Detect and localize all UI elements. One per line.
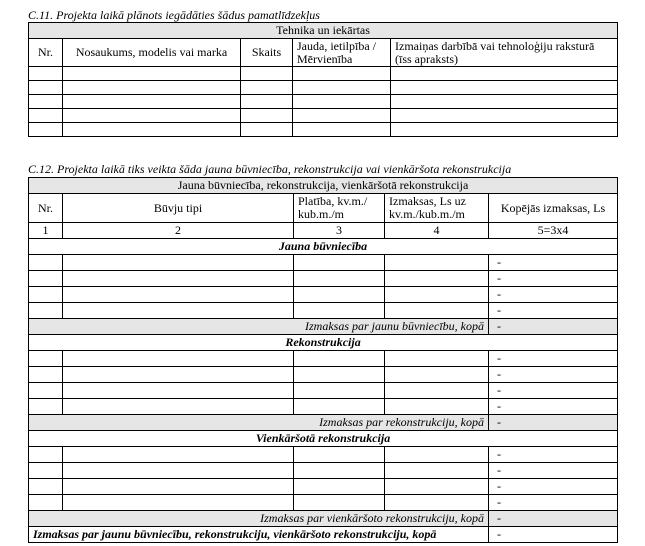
table-row <box>29 447 618 463</box>
grand-total-row <box>29 527 618 543</box>
total-cell: - <box>489 367 618 383</box>
subtotal-value: - <box>489 319 618 335</box>
c11-col-name: Nosaukums, modelis vai marka <box>63 39 241 67</box>
subtotal-row <box>29 319 618 335</box>
table-row <box>29 463 618 479</box>
table-row <box>29 271 618 287</box>
total-cell: - <box>489 399 618 415</box>
c12-construction-table <box>28 177 618 543</box>
grand-total-value: - <box>489 527 618 543</box>
c11-table-title: Tehnika un iekārtas <box>29 23 618 39</box>
total-cell: - <box>489 447 618 463</box>
total-cell: - <box>489 255 618 271</box>
total-cell: - <box>489 383 618 399</box>
section-title-reconstruction: Rekonstrukcija <box>29 335 618 351</box>
c11-col-power: Jauda, ietilpība / Mērvienība <box>293 39 391 67</box>
table-row <box>29 383 618 399</box>
table-row <box>29 67 618 81</box>
c12-table-title: Jauna būvniecība, rekonstrukcija, vienkāršotā rekonstrukcija <box>29 178 618 194</box>
table-row <box>29 495 618 511</box>
total-cell: - <box>489 271 618 287</box>
col-number: 4 <box>385 223 489 239</box>
table-row <box>29 351 618 367</box>
c11-equipment-table <box>28 22 618 137</box>
subtotal-label: Izmaksas par jaunu būvniecību, kopā <box>29 319 489 335</box>
subtotal-row <box>29 511 618 527</box>
table-row <box>29 95 618 109</box>
total-cell: - <box>489 351 618 367</box>
col-number: 2 <box>63 223 294 239</box>
total-cell: - <box>489 303 618 319</box>
total-cell: - <box>489 287 618 303</box>
table-row <box>29 399 618 415</box>
table-row <box>29 81 618 95</box>
subtotal-value: - <box>489 415 618 431</box>
table-row <box>29 367 618 383</box>
c12-col-nr: Nr. <box>29 194 63 223</box>
table-row <box>29 287 618 303</box>
c11-col-changes: Izmaiņas darbībā vai tehnoloģiju raksturā (īss apraksts) <box>391 39 618 67</box>
column-number-row <box>29 223 618 239</box>
col-number: 1 <box>29 223 63 239</box>
subtotal-label: Izmaksas par rekonstrukciju, kopā <box>29 415 489 431</box>
section-title-new-construction: Jauna būvniecība <box>29 239 618 255</box>
c12-col-unit-cost: Izmaksas, Ls uz kv.m./kub.m./m <box>385 194 489 223</box>
subtotal-row <box>29 415 618 431</box>
col-number: 5=3x4 <box>489 223 618 239</box>
c12-caption: C.12. Projekta laikā tiks veikta šāda jauna būvniecība, rekonstrukcija vai vienkāršota rekonstrukcija <box>28 162 512 176</box>
c11-caption: C.11. Projekta laikā plānots iegādāties šādus pamatlīdzekļus <box>28 8 320 22</box>
subtotal-value: - <box>489 511 618 527</box>
c12-col-area: Platība, kv.m./ kub.m./m <box>294 194 385 223</box>
c12-col-type: Būvju tipi <box>63 194 294 223</box>
table-row <box>29 109 618 123</box>
table-row <box>29 303 618 319</box>
subtotal-label: Izmaksas par vienkāršoto rekonstrukciju, kopā <box>29 511 489 527</box>
c11-col-nr: Nr. <box>29 39 63 67</box>
section-title-simplified-reconstruction: Vienkāršotā rekonstrukcija <box>29 431 618 447</box>
c12-col-total: Kopējās izmaksas, Ls <box>489 194 618 223</box>
grand-total-label: Izmaksas par jaunu būvniecību, rekonstrukciju, vienkāršoto rekonstrukciju, kopā <box>29 527 489 543</box>
total-cell: - <box>489 495 618 511</box>
table-row <box>29 255 618 271</box>
table-row <box>29 123 618 137</box>
total-cell: - <box>489 479 618 495</box>
total-cell: - <box>489 463 618 479</box>
c11-col-count: Skaits <box>241 39 293 67</box>
table-row <box>29 479 618 495</box>
col-number: 3 <box>294 223 385 239</box>
